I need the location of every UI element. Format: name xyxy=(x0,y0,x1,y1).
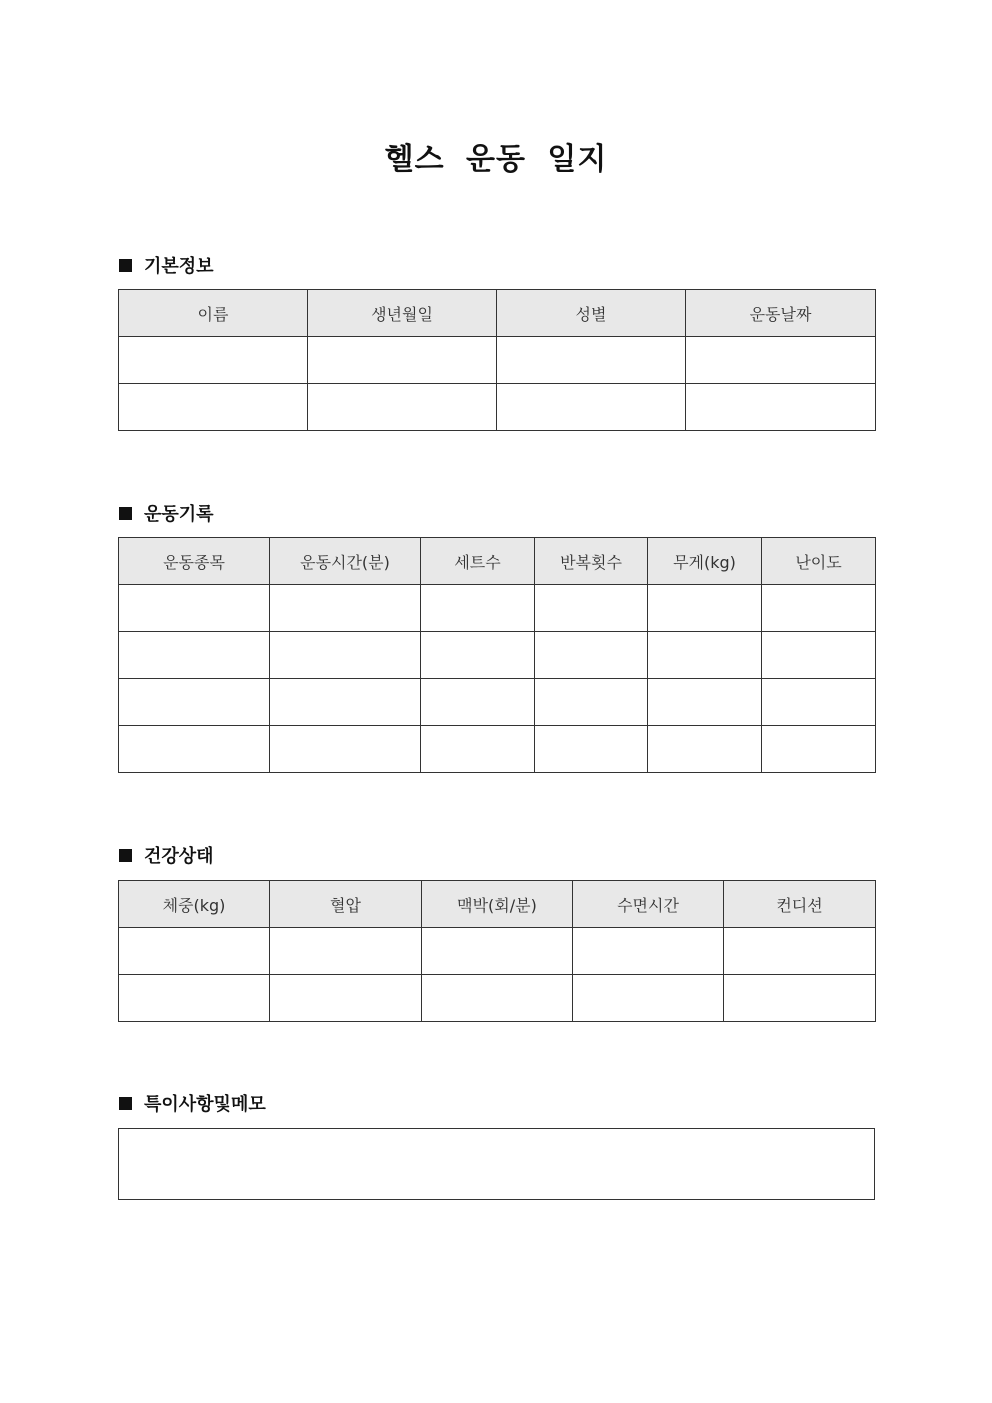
input-cell[interactable] xyxy=(535,726,648,773)
column-header-exercise-date: 운동날짜 xyxy=(686,290,876,337)
section-heading-basic-info xyxy=(119,252,214,278)
input-cell[interactable] xyxy=(648,679,762,726)
column-header-sleep-time: 수면시간 xyxy=(573,881,724,928)
input-cell[interactable] xyxy=(648,726,762,773)
column-header-exercise-time: 운동시간(분) xyxy=(270,538,421,585)
health-status-table xyxy=(118,880,876,1022)
input-cell[interactable] xyxy=(648,632,762,679)
section-heading-exercise-record xyxy=(119,500,214,526)
input-cell[interactable] xyxy=(270,585,421,632)
section-heading-notes xyxy=(119,1090,266,1116)
column-header-blood-pressure: 혈압 xyxy=(270,881,422,928)
basic-info-table xyxy=(118,289,876,431)
header-row xyxy=(119,290,876,337)
square-bullet-icon xyxy=(119,1097,132,1110)
table-row xyxy=(119,679,876,726)
input-cell[interactable] xyxy=(119,384,308,431)
header-row xyxy=(119,881,876,928)
input-cell[interactable] xyxy=(535,632,648,679)
section-title: 운동기록 xyxy=(144,504,214,525)
input-cell[interactable] xyxy=(119,337,308,384)
input-cell[interactable] xyxy=(119,928,270,975)
input-cell[interactable] xyxy=(421,726,535,773)
table-row xyxy=(119,975,876,1022)
section-title: 특이사항및메모 xyxy=(144,1094,266,1115)
input-cell[interactable] xyxy=(119,726,270,773)
section-title: 건강상태 xyxy=(144,846,214,867)
column-header-weight: 체중(kg) xyxy=(119,881,270,928)
square-bullet-icon xyxy=(119,507,132,520)
input-cell[interactable] xyxy=(686,384,876,431)
input-cell[interactable] xyxy=(573,928,724,975)
input-cell[interactable] xyxy=(535,679,648,726)
input-cell[interactable] xyxy=(762,585,876,632)
column-header-name: 이름 xyxy=(119,290,308,337)
page-title: 헬스 운동 일지 xyxy=(384,142,608,177)
input-cell[interactable] xyxy=(119,975,270,1022)
input-cell[interactable] xyxy=(421,679,535,726)
table-row xyxy=(119,585,876,632)
input-cell[interactable] xyxy=(573,975,724,1022)
column-header-condition: 컨디션 xyxy=(724,881,876,928)
input-cell[interactable] xyxy=(421,585,535,632)
input-cell[interactable] xyxy=(270,726,421,773)
input-cell[interactable] xyxy=(762,679,876,726)
input-cell[interactable] xyxy=(762,726,876,773)
table-row xyxy=(119,384,876,431)
column-header-birthdate: 생년월일 xyxy=(308,290,497,337)
input-cell[interactable] xyxy=(308,337,497,384)
input-cell[interactable] xyxy=(648,585,762,632)
column-header-sets: 세트수 xyxy=(421,538,535,585)
column-header-weight: 무게(kg) xyxy=(648,538,762,585)
input-cell[interactable] xyxy=(724,928,876,975)
notes-memo-field[interactable] xyxy=(118,1128,875,1200)
input-cell[interactable] xyxy=(497,337,686,384)
input-cell[interactable] xyxy=(422,928,573,975)
input-cell[interactable] xyxy=(270,679,421,726)
column-header-difficulty: 난이도 xyxy=(762,538,876,585)
column-header-reps: 반복횟수 xyxy=(535,538,648,585)
section-title: 기본정보 xyxy=(144,256,214,277)
column-header-pulse: 맥박(회/분) xyxy=(422,881,573,928)
input-cell[interactable] xyxy=(270,632,421,679)
table-row xyxy=(119,337,876,384)
input-cell[interactable] xyxy=(119,585,270,632)
table-row xyxy=(119,928,876,975)
square-bullet-icon xyxy=(119,849,132,862)
input-cell[interactable] xyxy=(724,975,876,1022)
column-header-gender: 성별 xyxy=(497,290,686,337)
input-cell[interactable] xyxy=(119,679,270,726)
square-bullet-icon xyxy=(119,259,132,272)
header-row xyxy=(119,538,876,585)
table-row xyxy=(119,632,876,679)
table-row xyxy=(119,726,876,773)
input-cell[interactable] xyxy=(686,337,876,384)
input-cell[interactable] xyxy=(421,632,535,679)
input-cell[interactable] xyxy=(270,928,422,975)
input-cell[interactable] xyxy=(497,384,686,431)
input-cell[interactable] xyxy=(308,384,497,431)
input-cell[interactable] xyxy=(535,585,648,632)
column-header-exercise-type: 운동종목 xyxy=(119,538,270,585)
input-cell[interactable] xyxy=(270,975,422,1022)
input-cell[interactable] xyxy=(762,632,876,679)
input-cell[interactable] xyxy=(119,632,270,679)
exercise-record-table xyxy=(118,537,876,773)
section-heading-health-status xyxy=(119,842,214,868)
input-cell[interactable] xyxy=(422,975,573,1022)
